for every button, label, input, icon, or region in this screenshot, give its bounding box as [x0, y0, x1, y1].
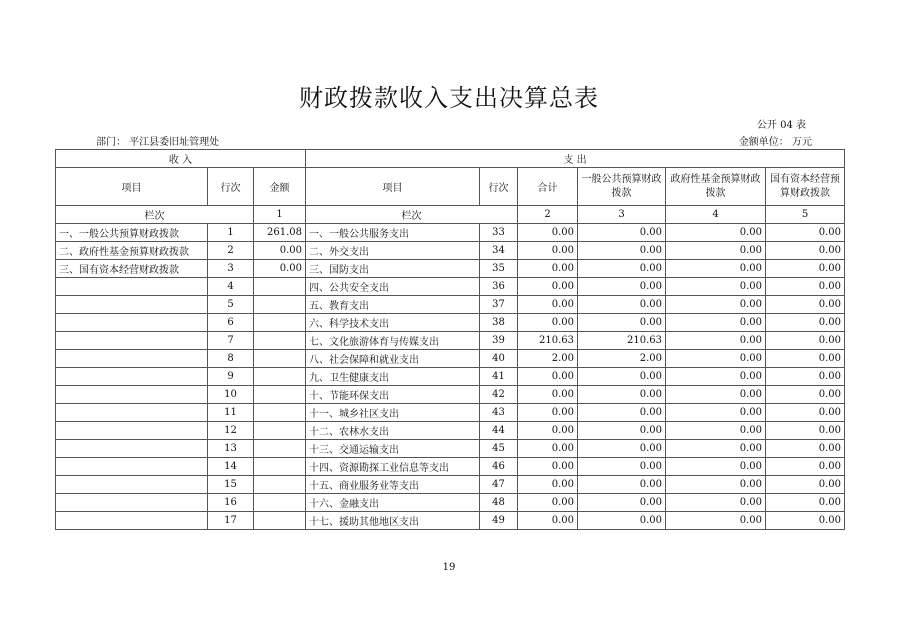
- income-header: 收 入: [56, 150, 306, 168]
- table-row: [56, 440, 845, 458]
- expense-row-no: 40: [480, 350, 518, 368]
- income-row-no: 1: [208, 224, 254, 242]
- income-row-no: 11: [208, 404, 254, 422]
- expense-item: 十三、交通运输支出: [306, 440, 480, 458]
- column-header-row: [56, 168, 845, 206]
- expense-item: 十一、城乡社区支出: [306, 404, 480, 422]
- general-budget-amount: 2.00: [578, 350, 666, 368]
- income-row-no: 15: [208, 476, 254, 494]
- total-amount: 0.00: [518, 422, 578, 440]
- state-capital-amount: 0.00: [766, 512, 845, 530]
- col-gov-fund: 政府性基金预算财政拨款: [666, 168, 766, 206]
- col-item: 项目: [56, 168, 208, 206]
- general-budget-amount: 210.63: [578, 332, 666, 350]
- expense-item: 十五、商业服务业等支出: [306, 476, 480, 494]
- budget-table: [55, 149, 845, 530]
- total-amount: 0.00: [518, 494, 578, 512]
- col-exp-item: 项目: [306, 168, 480, 206]
- general-budget-amount: 0.00: [578, 368, 666, 386]
- state-capital-amount: 0.00: [766, 404, 845, 422]
- index-c4: 4: [666, 206, 766, 224]
- state-capital-amount: 0.00: [766, 350, 845, 368]
- expense-item: 十七、援助其他地区支出: [306, 512, 480, 530]
- expense-item: 二、外交支出: [306, 242, 480, 260]
- total-amount: 0.00: [518, 404, 578, 422]
- expense-row-no: 47: [480, 476, 518, 494]
- income-item: [56, 350, 208, 368]
- expense-row-no: 41: [480, 368, 518, 386]
- income-amount: [254, 476, 306, 494]
- income-item: [56, 494, 208, 512]
- income-item: [56, 278, 208, 296]
- total-amount: 0.00: [518, 476, 578, 494]
- gov-fund-amount: 0.00: [666, 260, 766, 278]
- general-budget-amount: 0.00: [578, 278, 666, 296]
- table-row: [56, 422, 845, 440]
- general-budget-amount: 0.00: [578, 386, 666, 404]
- income-amount: [254, 314, 306, 332]
- index-c3: 3: [578, 206, 666, 224]
- general-budget-amount: 0.00: [578, 404, 666, 422]
- col-row-no: 行次: [208, 168, 254, 206]
- form-code: 公开 04 表: [756, 120, 806, 131]
- state-capital-amount: 0.00: [766, 476, 845, 494]
- unit-label: 金额单位： 万元: [738, 137, 812, 148]
- expense-row-no: 46: [480, 458, 518, 476]
- general-budget-amount: 0.00: [578, 440, 666, 458]
- total-amount: 0.00: [518, 440, 578, 458]
- table-row: [56, 278, 845, 296]
- gov-fund-amount: 0.00: [666, 350, 766, 368]
- total-amount: 0.00: [518, 368, 578, 386]
- income-row-no: 8: [208, 350, 254, 368]
- expense-row-no: 44: [480, 422, 518, 440]
- income-row-no: 2: [208, 242, 254, 260]
- expense-row-no: 39: [480, 332, 518, 350]
- income-item: [56, 296, 208, 314]
- gov-fund-amount: 0.00: [666, 386, 766, 404]
- total-amount: 0.00: [518, 296, 578, 314]
- table-row: [56, 224, 845, 242]
- expense-item: 九、卫生健康支出: [306, 368, 480, 386]
- expense-row-no: 35: [480, 260, 518, 278]
- income-item: 三、国有资本经营财政拨款: [56, 260, 208, 278]
- income-row-no: 9: [208, 368, 254, 386]
- col-exp-row-no: 行次: [480, 168, 518, 206]
- state-capital-amount: 0.00: [766, 242, 845, 260]
- income-item: [56, 458, 208, 476]
- col-amount: 金额: [254, 168, 306, 206]
- gov-fund-amount: 0.00: [666, 440, 766, 458]
- expense-row-no: 42: [480, 386, 518, 404]
- state-capital-amount: 0.00: [766, 422, 845, 440]
- index-row: [56, 206, 845, 224]
- income-amount: [254, 422, 306, 440]
- income-amount: [254, 386, 306, 404]
- state-capital-amount: 0.00: [766, 386, 845, 404]
- income-item: 二、政府性基金预算财政拨款: [56, 242, 208, 260]
- income-row-no: 17: [208, 512, 254, 530]
- total-amount: 0.00: [518, 278, 578, 296]
- table-row: [56, 404, 845, 422]
- gov-fund-amount: 0.00: [666, 242, 766, 260]
- general-budget-amount: 0.00: [578, 458, 666, 476]
- state-capital-amount: 0.00: [766, 278, 845, 296]
- expense-row-no: 34: [480, 242, 518, 260]
- table-row: [56, 512, 845, 530]
- income-row-no: 14: [208, 458, 254, 476]
- total-amount: 0.00: [518, 224, 578, 242]
- table-row: [56, 314, 845, 332]
- income-item: [56, 476, 208, 494]
- income-item: [56, 386, 208, 404]
- total-amount: 2.00: [518, 350, 578, 368]
- expense-row-no: 45: [480, 440, 518, 458]
- col-total: 合计: [518, 168, 578, 206]
- gov-fund-amount: 0.00: [666, 278, 766, 296]
- index-expense-label: 栏次: [306, 206, 518, 224]
- index-c5: 5: [766, 206, 845, 224]
- table-row: [56, 332, 845, 350]
- state-capital-amount: 0.00: [766, 494, 845, 512]
- income-amount: [254, 404, 306, 422]
- state-capital-amount: 0.00: [766, 458, 845, 476]
- expense-item: 八、社会保障和就业支出: [306, 350, 480, 368]
- expense-row-no: 38: [480, 314, 518, 332]
- state-capital-amount: 0.00: [766, 314, 845, 332]
- general-budget-amount: 0.00: [578, 494, 666, 512]
- income-row-no: 13: [208, 440, 254, 458]
- income-amount: [254, 350, 306, 368]
- gov-fund-amount: 0.00: [666, 404, 766, 422]
- gov-fund-amount: 0.00: [666, 476, 766, 494]
- table-row: [56, 494, 845, 512]
- expense-item: 十二、农林水支出: [306, 422, 480, 440]
- expense-row-no: 48: [480, 494, 518, 512]
- general-budget-amount: 0.00: [578, 314, 666, 332]
- general-budget-amount: 0.00: [578, 422, 666, 440]
- expense-item: 一、一般公共服务支出: [306, 224, 480, 242]
- income-row-no: 6: [208, 314, 254, 332]
- income-item: [56, 314, 208, 332]
- income-row-no: 7: [208, 332, 254, 350]
- expense-item: 七、文化旅游体育与传媒支出: [306, 332, 480, 350]
- income-amount: [254, 458, 306, 476]
- col-general-budget: 一般公共预算财政拨款: [578, 168, 666, 206]
- expense-row-no: 43: [480, 404, 518, 422]
- gov-fund-amount: 0.00: [666, 224, 766, 242]
- general-budget-amount: 0.00: [578, 242, 666, 260]
- total-amount: 0.00: [518, 260, 578, 278]
- gov-fund-amount: 0.00: [666, 422, 766, 440]
- income-amount: [254, 296, 306, 314]
- table-row: [56, 260, 845, 278]
- income-row-no: 10: [208, 386, 254, 404]
- table-row: [56, 458, 845, 476]
- table-row: [56, 350, 845, 368]
- income-amount: [254, 440, 306, 458]
- income-amount: [254, 278, 306, 296]
- gov-fund-amount: 0.00: [666, 458, 766, 476]
- income-item: [56, 404, 208, 422]
- general-budget-amount: 0.00: [578, 260, 666, 278]
- gov-fund-amount: 0.00: [666, 494, 766, 512]
- income-row-no: 4: [208, 278, 254, 296]
- total-amount: 0.00: [518, 242, 578, 260]
- income-item: 一、一般公共预算财政拨款: [56, 224, 208, 242]
- state-capital-amount: 0.00: [766, 260, 845, 278]
- income-amount: 261.08: [254, 224, 306, 242]
- income-item: [56, 512, 208, 530]
- income-row-no: 16: [208, 494, 254, 512]
- income-amount: [254, 368, 306, 386]
- total-amount: 0.00: [518, 386, 578, 404]
- gov-fund-amount: 0.00: [666, 512, 766, 530]
- expense-header: 支 出: [306, 150, 845, 168]
- expense-item: 十四、资源勘探工业信息等支出: [306, 458, 480, 476]
- expense-item: 五、教育支出: [306, 296, 480, 314]
- general-budget-amount: 0.00: [578, 296, 666, 314]
- index-amount: 1: [254, 206, 306, 224]
- income-item: [56, 422, 208, 440]
- index-income-label: 栏次: [56, 206, 254, 224]
- income-amount: 0.00: [254, 260, 306, 278]
- expense-item: 六、科学技术支出: [306, 314, 480, 332]
- income-amount: 0.00: [254, 242, 306, 260]
- general-budget-amount: 0.00: [578, 512, 666, 530]
- gov-fund-amount: 0.00: [666, 332, 766, 350]
- state-capital-amount: 0.00: [766, 296, 845, 314]
- income-amount: [254, 332, 306, 350]
- income-item: [56, 332, 208, 350]
- expense-row-no: 33: [480, 224, 518, 242]
- expense-row-no: 36: [480, 278, 518, 296]
- state-capital-amount: 0.00: [766, 224, 845, 242]
- general-budget-amount: 0.00: [578, 224, 666, 242]
- page-number: 19: [442, 562, 456, 573]
- income-amount: [254, 494, 306, 512]
- expense-item: 十六、金融支出: [306, 494, 480, 512]
- gov-fund-amount: 0.00: [666, 296, 766, 314]
- table-row: [56, 386, 845, 404]
- expense-item: 四、公共安全支出: [306, 278, 480, 296]
- total-amount: 0.00: [518, 314, 578, 332]
- state-capital-amount: 0.00: [766, 368, 845, 386]
- income-row-no: 5: [208, 296, 254, 314]
- section-header-row: [56, 150, 845, 168]
- table-row: [56, 476, 845, 494]
- total-amount: 0.00: [518, 458, 578, 476]
- gov-fund-amount: 0.00: [666, 368, 766, 386]
- table-row: [56, 368, 845, 386]
- state-capital-amount: 0.00: [766, 332, 845, 350]
- income-item: [56, 368, 208, 386]
- income-row-no: 12: [208, 422, 254, 440]
- department-label: 部门： 平江县委旧址管理处: [96, 137, 220, 148]
- table-row: [56, 242, 845, 260]
- expense-row-no: 37: [480, 296, 518, 314]
- expense-item: 三、国防支出: [306, 260, 480, 278]
- total-amount: 210.63: [518, 332, 578, 350]
- total-amount: 0.00: [518, 512, 578, 530]
- col-state-capital: 国有资本经营预算财政拨款: [766, 168, 845, 206]
- expense-row-no: 49: [480, 512, 518, 530]
- gov-fund-amount: 0.00: [666, 314, 766, 332]
- expense-item: 十、节能环保支出: [306, 386, 480, 404]
- page-title: 财政拨款收入支出决算总表: [299, 84, 599, 112]
- state-capital-amount: 0.00: [766, 440, 845, 458]
- income-row-no: 3: [208, 260, 254, 278]
- table-row: [56, 296, 845, 314]
- income-item: [56, 440, 208, 458]
- income-amount: [254, 512, 306, 530]
- general-budget-amount: 0.00: [578, 476, 666, 494]
- index-c2: 2: [518, 206, 578, 224]
